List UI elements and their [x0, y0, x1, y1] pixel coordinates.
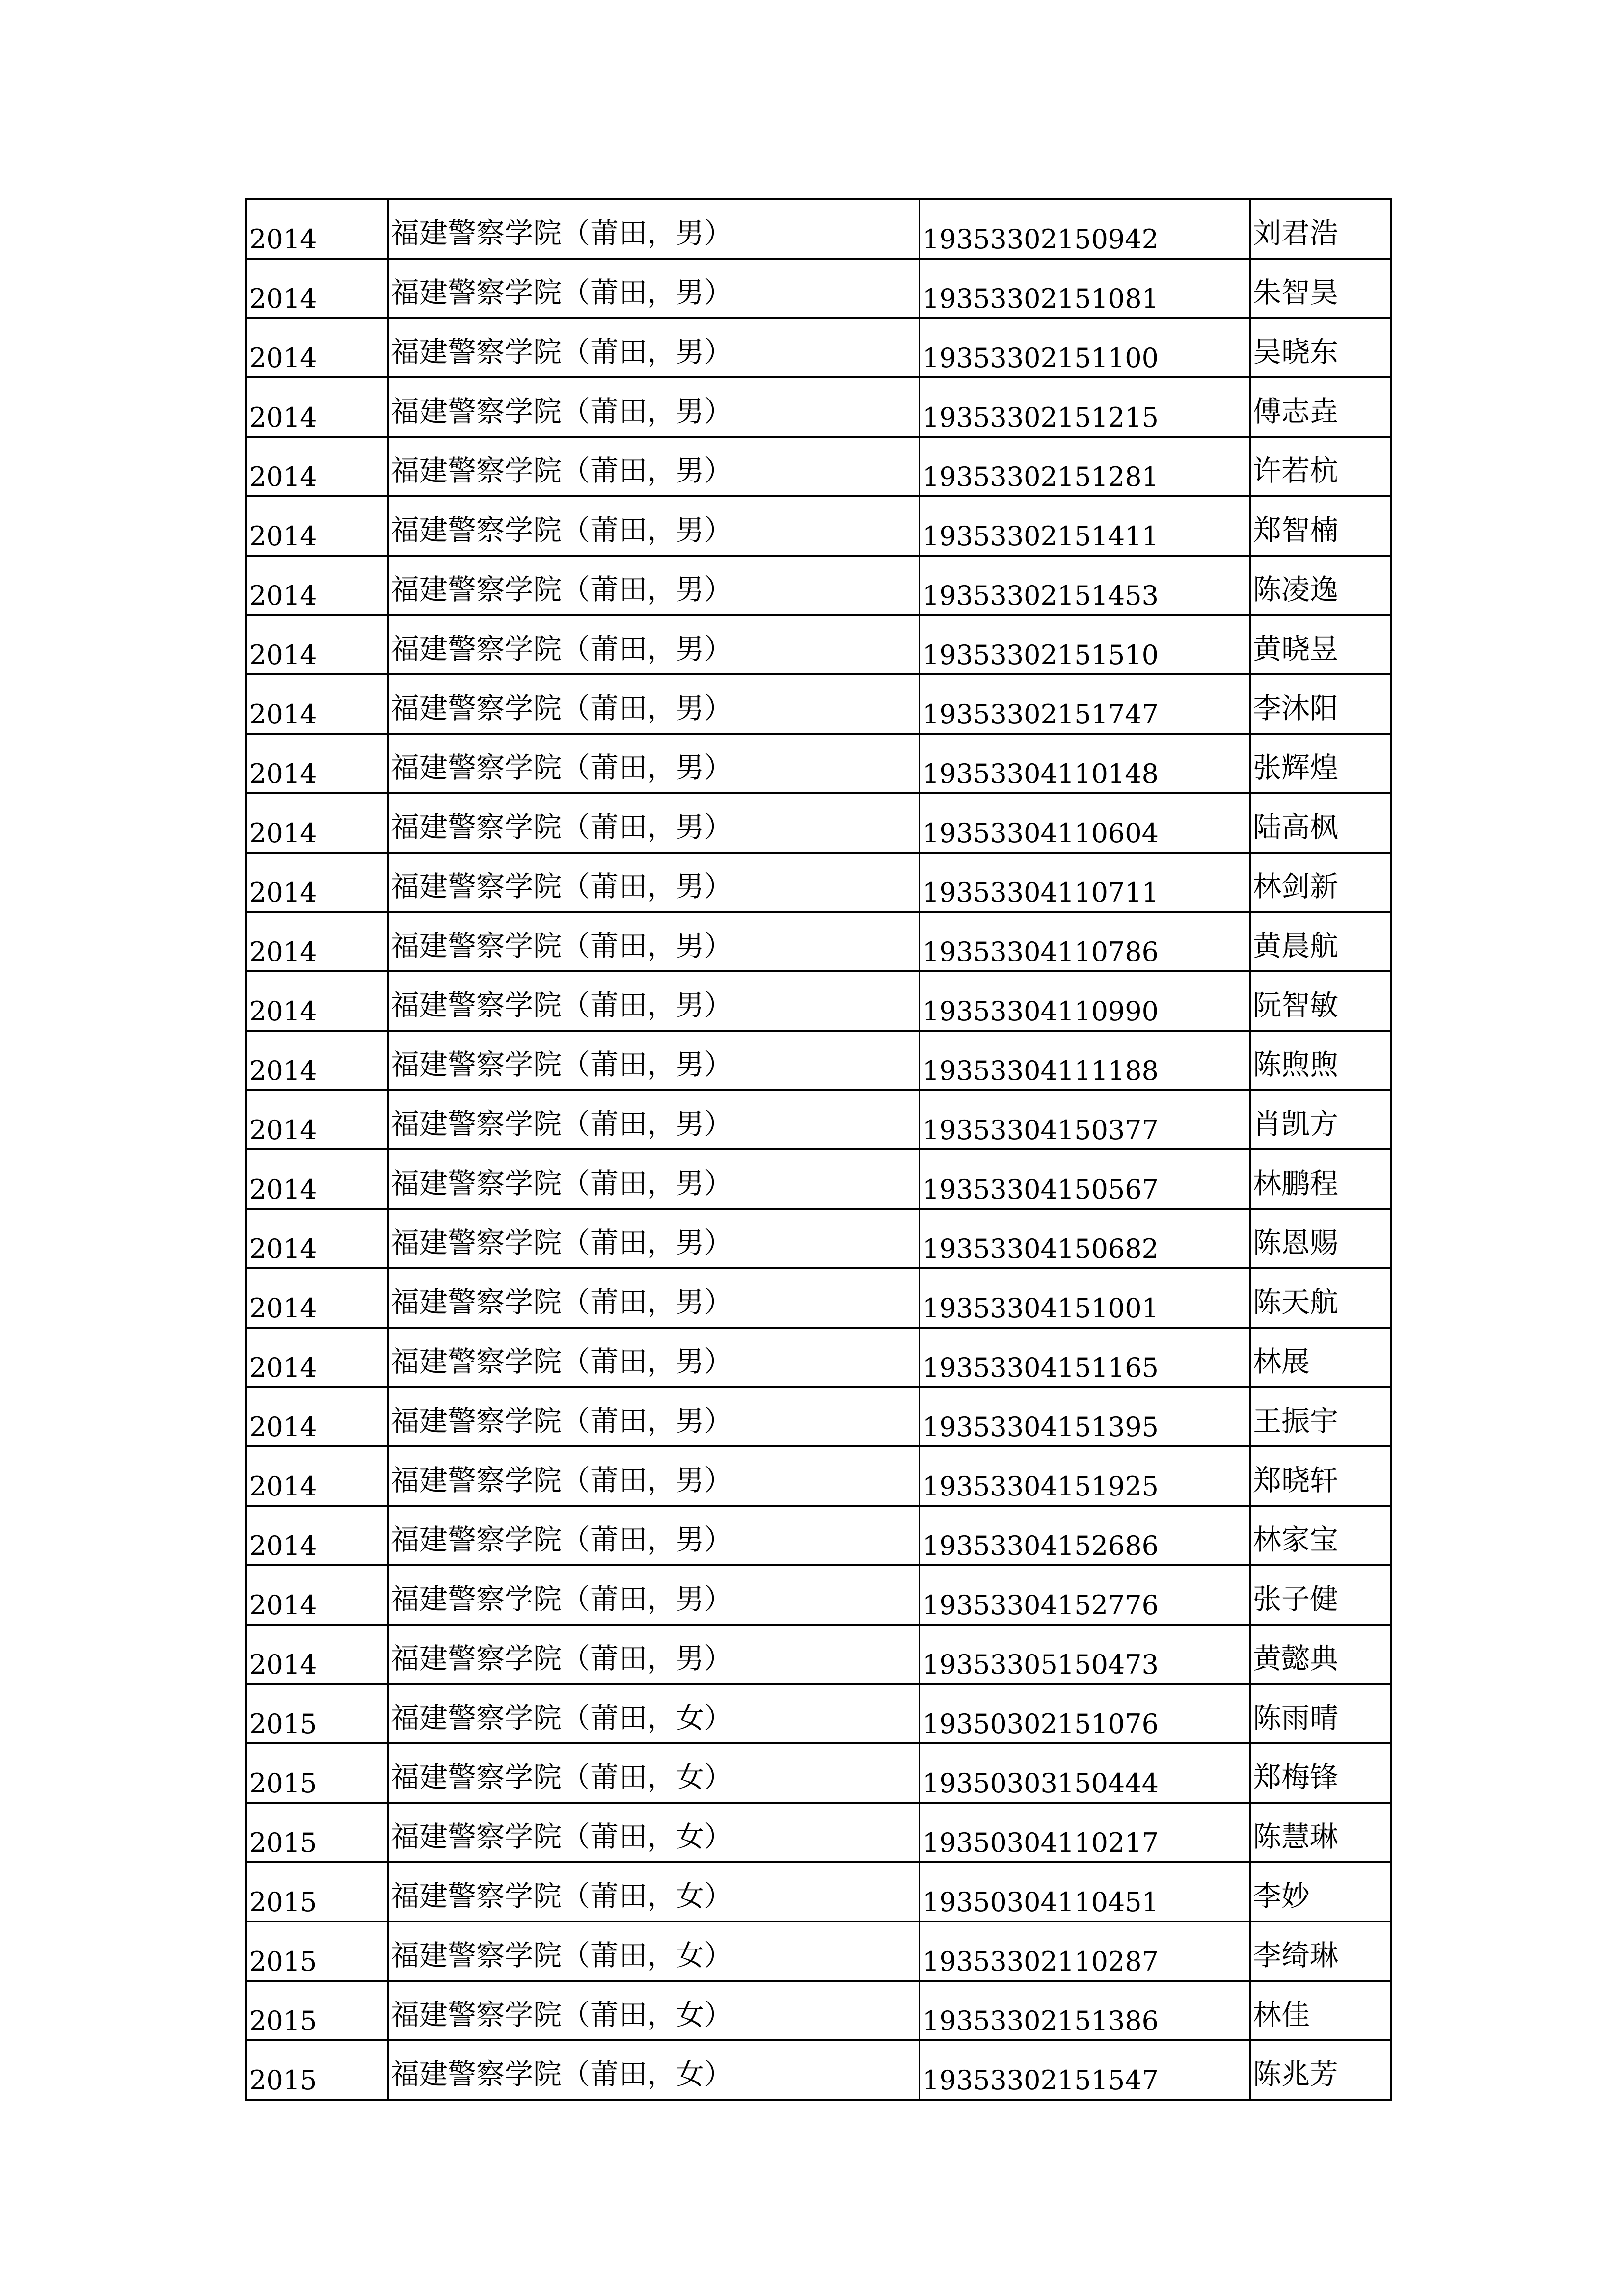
school-cell: 福建警察学院（莆田，男） — [388, 793, 920, 853]
year-cell: 2014 — [246, 912, 388, 971]
school-cell: 福建警察学院（莆田，男） — [388, 377, 920, 437]
admission-roster-table — [245, 198, 1392, 2101]
table-row — [246, 912, 1391, 971]
year-cell: 2014 — [246, 734, 388, 793]
table-row — [246, 377, 1391, 437]
exam-id-cell: 19350303150444 — [920, 1743, 1250, 1803]
exam-id-cell: 19353302151215 — [920, 377, 1250, 437]
exam-id-cell: 19353304110148 — [920, 734, 1250, 793]
table-row — [246, 1090, 1391, 1149]
exam-id-cell: 19353304152776 — [920, 1565, 1250, 1625]
school-cell: 福建警察学院（莆田，男） — [388, 259, 920, 318]
exam-id-cell: 19353302151100 — [920, 318, 1250, 377]
student-name-cell: 傅志垚 — [1250, 377, 1391, 437]
table-row — [246, 1328, 1391, 1387]
year-cell: 2014 — [246, 259, 388, 318]
table-row — [246, 1446, 1391, 1506]
student-name-cell: 张辉煌 — [1250, 734, 1391, 793]
school-cell: 福建警察学院（莆田，女） — [388, 1743, 920, 1803]
year-cell: 2015 — [246, 1684, 388, 1743]
student-name-cell: 陈煦煦 — [1250, 1031, 1391, 1090]
year-cell: 2015 — [246, 2040, 388, 2100]
table-row — [246, 1743, 1391, 1803]
table-row — [246, 259, 1391, 318]
table-row — [246, 437, 1391, 496]
year-cell: 2014 — [246, 496, 388, 556]
table-row — [246, 1031, 1391, 1090]
student-name-cell: 刘君浩 — [1250, 199, 1391, 259]
table-row — [246, 556, 1391, 615]
school-cell: 福建警察学院（莆田，男） — [388, 556, 920, 615]
year-cell: 2014 — [246, 853, 388, 912]
exam-id-cell: 19353304110604 — [920, 793, 1250, 853]
year-cell: 2014 — [246, 1625, 388, 1684]
student-name-cell: 李沐阳 — [1250, 674, 1391, 734]
table-row — [246, 853, 1391, 912]
table-row — [246, 1625, 1391, 1684]
exam-id-cell: 19353304111188 — [920, 1031, 1250, 1090]
exam-id-cell: 19353304110711 — [920, 853, 1250, 912]
exam-id-cell: 19353302110287 — [920, 1922, 1250, 1981]
year-cell: 2014 — [246, 1565, 388, 1625]
school-cell: 福建警察学院（莆田，女） — [388, 1922, 920, 1981]
student-name-cell: 陈恩赐 — [1250, 1209, 1391, 1268]
student-name-cell: 黄晓昱 — [1250, 615, 1391, 674]
school-cell: 福建警察学院（莆田，男） — [388, 496, 920, 556]
table-row — [246, 734, 1391, 793]
exam-id-cell: 19350304110451 — [920, 1862, 1250, 1922]
school-cell: 福建警察学院（莆田，男） — [388, 1031, 920, 1090]
student-name-cell: 陈兆芳 — [1250, 2040, 1391, 2100]
exam-id-cell: 19353304150567 — [920, 1149, 1250, 1209]
student-name-cell: 林家宝 — [1250, 1506, 1391, 1565]
exam-id-cell: 19353304151395 — [920, 1387, 1250, 1446]
exam-id-cell: 19353302151547 — [920, 2040, 1250, 2100]
school-cell: 福建警察学院（莆田，男） — [388, 318, 920, 377]
exam-id-cell: 19353305150473 — [920, 1625, 1250, 1684]
year-cell: 2014 — [246, 437, 388, 496]
school-cell: 福建警察学院（莆田，女） — [388, 1862, 920, 1922]
exam-id-cell: 19353302151411 — [920, 496, 1250, 556]
student-name-cell: 郑智楠 — [1250, 496, 1391, 556]
year-cell: 2014 — [246, 1328, 388, 1387]
student-name-cell: 林展 — [1250, 1328, 1391, 1387]
school-cell: 福建警察学院（莆田，男） — [388, 1149, 920, 1209]
exam-id-cell: 19353304150682 — [920, 1209, 1250, 1268]
year-cell: 2014 — [246, 1031, 388, 1090]
table-row — [246, 1922, 1391, 1981]
exam-id-cell: 19353302151453 — [920, 556, 1250, 615]
exam-id-cell: 19353302150942 — [920, 199, 1250, 259]
student-name-cell: 林鹏程 — [1250, 1149, 1391, 1209]
year-cell: 2014 — [246, 1446, 388, 1506]
exam-id-cell: 19350304110217 — [920, 1803, 1250, 1862]
year-cell: 2014 — [246, 1506, 388, 1565]
exam-id-cell: 19353302151281 — [920, 437, 1250, 496]
table-row — [246, 674, 1391, 734]
school-cell: 福建警察学院（莆田，男） — [388, 1268, 920, 1328]
school-cell: 福建警察学院（莆田，男） — [388, 1090, 920, 1149]
school-cell: 福建警察学院（莆田，女） — [388, 1684, 920, 1743]
year-cell: 2015 — [246, 1922, 388, 1981]
student-name-cell: 肖凯方 — [1250, 1090, 1391, 1149]
table-row — [246, 1506, 1391, 1565]
year-cell: 2014 — [246, 674, 388, 734]
exam-id-cell: 19353304150377 — [920, 1090, 1250, 1149]
student-name-cell: 陈雨晴 — [1250, 1684, 1391, 1743]
student-name-cell: 陈慧琳 — [1250, 1803, 1391, 1862]
student-name-cell: 陈天航 — [1250, 1268, 1391, 1328]
year-cell: 2014 — [246, 377, 388, 437]
student-name-cell: 林剑新 — [1250, 853, 1391, 912]
table-row — [246, 1387, 1391, 1446]
school-cell: 福建警察学院（莆田，男） — [388, 1387, 920, 1446]
exam-id-cell: 19350302151076 — [920, 1684, 1250, 1743]
year-cell: 2014 — [246, 1209, 388, 1268]
exam-id-cell: 19353302151747 — [920, 674, 1250, 734]
exam-id-cell: 19353304151001 — [920, 1268, 1250, 1328]
school-cell: 福建警察学院（莆田，男） — [388, 615, 920, 674]
student-name-cell: 李绮琳 — [1250, 1922, 1391, 1981]
table-row — [246, 2040, 1391, 2100]
student-name-cell: 郑梅锋 — [1250, 1743, 1391, 1803]
table-row — [246, 1862, 1391, 1922]
table-row — [246, 1684, 1391, 1743]
school-cell: 福建警察学院（莆田，女） — [388, 2040, 920, 2100]
student-name-cell: 黄晨航 — [1250, 912, 1391, 971]
table-row — [246, 793, 1391, 853]
exam-id-cell: 19353304110786 — [920, 912, 1250, 971]
year-cell: 2014 — [246, 318, 388, 377]
year-cell: 2015 — [246, 1743, 388, 1803]
school-cell: 福建警察学院（莆田，男） — [388, 1446, 920, 1506]
exam-id-cell: 19353304151165 — [920, 1328, 1250, 1387]
table-row — [246, 496, 1391, 556]
table-row — [246, 1149, 1391, 1209]
table-row — [246, 615, 1391, 674]
school-cell: 福建警察学院（莆田，男） — [388, 1506, 920, 1565]
exam-id-cell: 19353302151510 — [920, 615, 1250, 674]
exam-id-cell: 19353304110990 — [920, 971, 1250, 1031]
school-cell: 福建警察学院（莆田，女） — [388, 1981, 920, 2040]
student-name-cell: 朱智昊 — [1250, 259, 1391, 318]
table-row — [246, 971, 1391, 1031]
school-cell: 福建警察学院（莆田，女） — [388, 1803, 920, 1862]
student-name-cell: 张子健 — [1250, 1565, 1391, 1625]
year-cell: 2014 — [246, 556, 388, 615]
student-name-cell: 黄懿典 — [1250, 1625, 1391, 1684]
table-row — [246, 1209, 1391, 1268]
student-name-cell: 王振宇 — [1250, 1387, 1391, 1446]
year-cell: 2015 — [246, 1803, 388, 1862]
school-cell: 福建警察学院（莆田，男） — [388, 437, 920, 496]
exam-id-cell: 19353304152686 — [920, 1506, 1250, 1565]
school-cell: 福建警察学院（莆田，男） — [388, 199, 920, 259]
table-row — [246, 1981, 1391, 2040]
school-cell: 福建警察学院（莆田，男） — [388, 1328, 920, 1387]
roster-table-body — [246, 199, 1391, 2100]
school-cell: 福建警察学院（莆田，男） — [388, 1209, 920, 1268]
year-cell: 2015 — [246, 1862, 388, 1922]
year-cell: 2014 — [246, 615, 388, 674]
table-row — [246, 199, 1391, 259]
year-cell: 2015 — [246, 1981, 388, 2040]
school-cell: 福建警察学院（莆田，男） — [388, 734, 920, 793]
year-cell: 2014 — [246, 793, 388, 853]
exam-id-cell: 19353302151386 — [920, 1981, 1250, 2040]
school-cell: 福建警察学院（莆田，男） — [388, 912, 920, 971]
student-name-cell: 吴晓东 — [1250, 318, 1391, 377]
year-cell: 2014 — [246, 1268, 388, 1328]
school-cell: 福建警察学院（莆田，男） — [388, 674, 920, 734]
year-cell: 2014 — [246, 971, 388, 1031]
year-cell: 2014 — [246, 1090, 388, 1149]
table-row — [246, 1565, 1391, 1625]
student-name-cell: 林佳 — [1250, 1981, 1391, 2040]
school-cell: 福建警察学院（莆田，男） — [388, 853, 920, 912]
student-name-cell: 许若杭 — [1250, 437, 1391, 496]
year-cell: 2014 — [246, 199, 388, 259]
year-cell: 2014 — [246, 1149, 388, 1209]
student-name-cell: 陈凌逸 — [1250, 556, 1391, 615]
table-row — [246, 318, 1391, 377]
year-cell: 2014 — [246, 1387, 388, 1446]
table-row — [246, 1268, 1391, 1328]
school-cell: 福建警察学院（莆田，男） — [388, 971, 920, 1031]
student-name-cell: 郑晓轩 — [1250, 1446, 1391, 1506]
student-name-cell: 阮智敏 — [1250, 971, 1391, 1031]
school-cell: 福建警察学院（莆田，男） — [388, 1625, 920, 1684]
student-name-cell: 陆高枫 — [1250, 793, 1391, 853]
student-name-cell: 李妙 — [1250, 1862, 1391, 1922]
exam-id-cell: 19353304151925 — [920, 1446, 1250, 1506]
table-row — [246, 1803, 1391, 1862]
exam-id-cell: 19353302151081 — [920, 259, 1250, 318]
school-cell: 福建警察学院（莆田，男） — [388, 1565, 920, 1625]
